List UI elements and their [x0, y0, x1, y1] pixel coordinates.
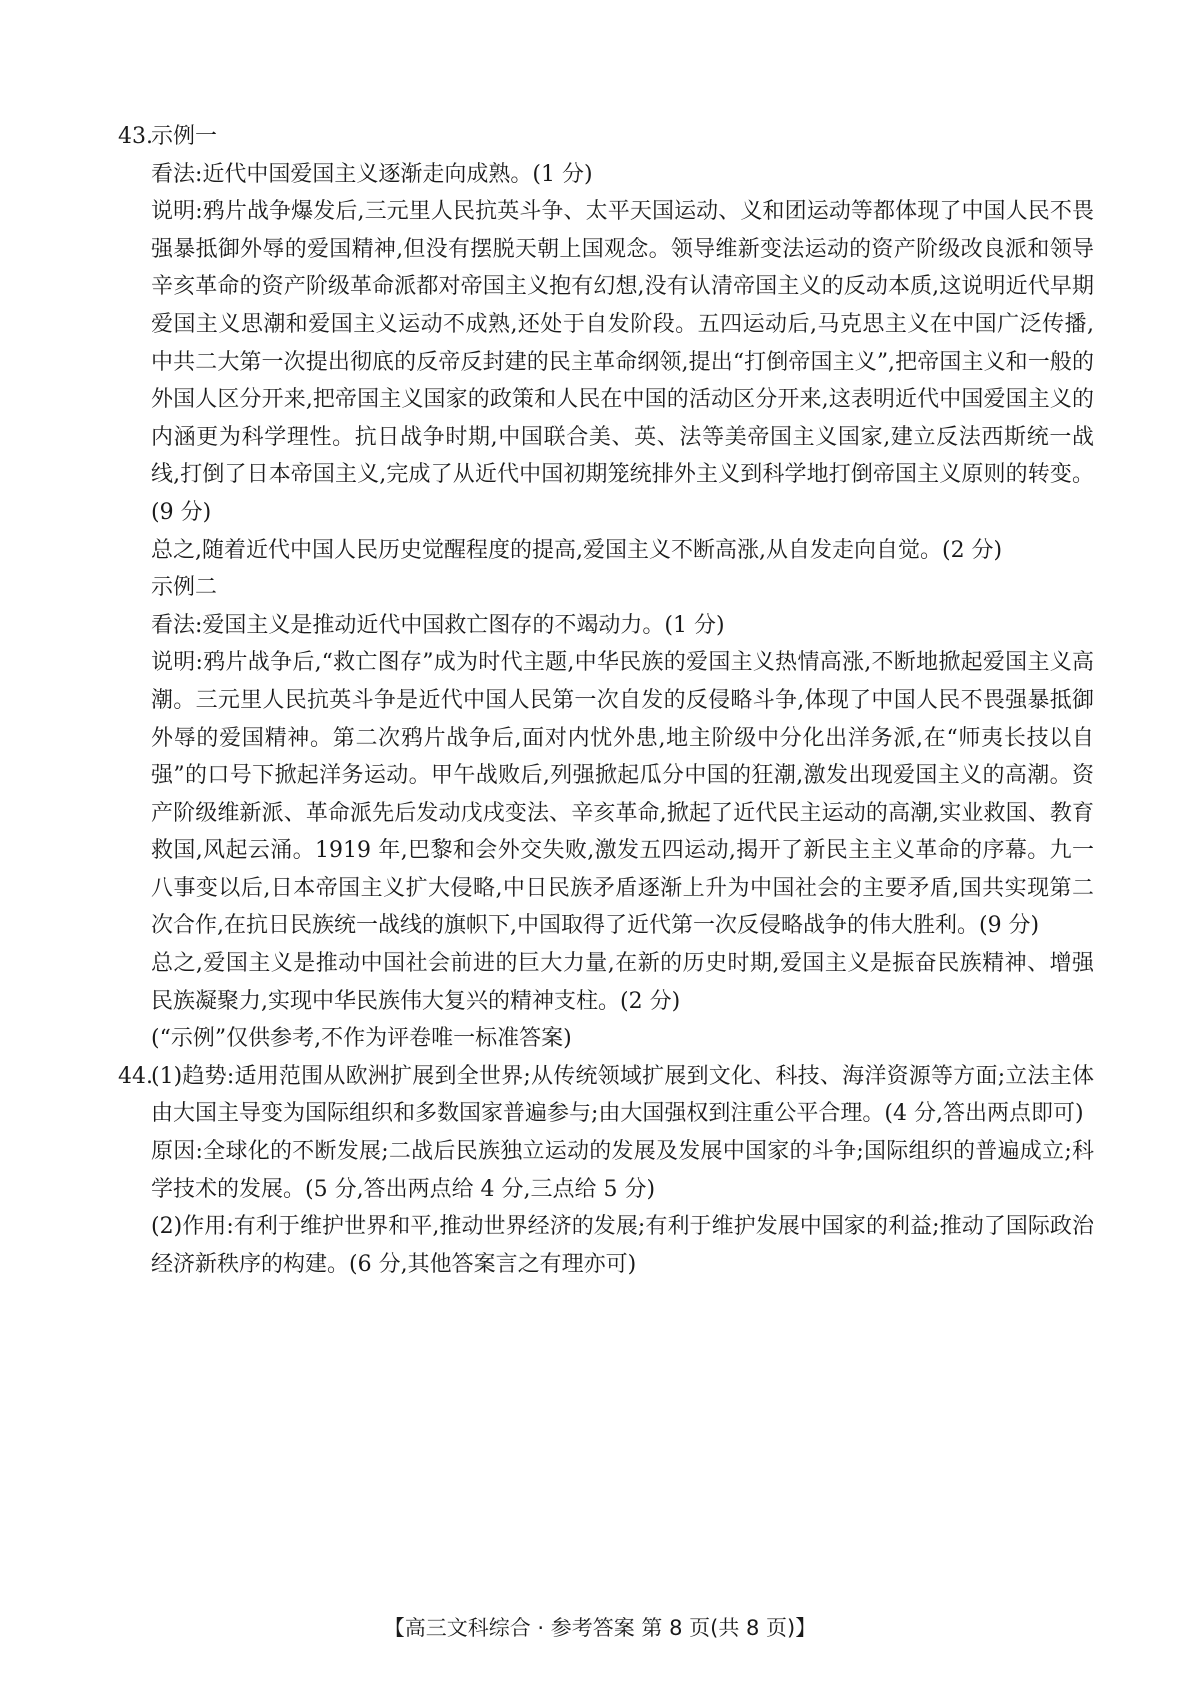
example-title: 示例二: [151, 575, 218, 601]
question-number: 44.: [118, 1063, 153, 1089]
example2-view: 看法:爱国主义是推动近代中国救亡图存的不竭动力。(1 分): [151, 612, 725, 638]
example2-summary: 总之,爱国主义是推动中国社会前进的巨大力量,在新的历史时期,爱国主义是振奋民族精神、增强民族凝聚力,实现中华民族伟大复兴的精神支柱。(2 分): [151, 951, 1094, 1014]
q44-trend: (1)趋势:适用范围从欧洲扩展到全世界;从传统领域扩展到文化、科技、海洋资源等方面;立法主体由大国主导变为国际组织和多数国家普遍参与;由大国强权到注重公平合理。(4 分,答出两点即可): [151, 1063, 1094, 1127]
page-footer: 【高三文科综合 · 参考答案 第 8 页(共 8 页)】: [383, 1616, 817, 1640]
q44-effect: (2)作用:有利于维护世界和平,推动世界经济的发展;有利于维护发展中国家的利益;推动了国际政治经济新秩序的构建。(6 分,其他答案言之有理亦可): [151, 1214, 1094, 1277]
answer-content: [118, 118, 1094, 1283]
example-note: (“示例”仅供参考,不作为评卷唯一标准答案): [151, 1026, 572, 1052]
question-number: 43.: [118, 124, 153, 149]
example1-explain: 说明:鸦片战争爆发后,三元里人民抗英斗争、太平天国运动、义和团运动等都体现了中国人民不畏强暴抵御外辱的爱国精神,但没有摆脱天朝上国观念。领导维新变法运动的资产阶级改良派和领导辛亥革命的资产阶级革命派都对帝国主义抱有幻想,没有认清帝国主义的反动本质,这说明近代早期爱国主义思潮和爱国主义运动不成熟,还处于自发阶段。五四运动后,马克思主义在中国广泛传播,中共二大第一次提出彻底的反帝反封建的民主革命纲领,提出“打倒帝国主义”,把帝国主义和一般的外国人区分开来,把帝国主义国家的政策和人民在中国的活动区分开来,这表明近代中国爱国主义的内涵更为科学理性。抗日战争时期,中国联合美、英、法等美帝国主义国家,建立反法西斯统一战线,打倒了日本帝国主义,完成了从近代中国初期笼统排外主义到科学地打倒帝国主义原则的转变。(9 分): [151, 199, 1094, 525]
question-43: [118, 118, 1094, 156]
example1-summary: 总之,随着近代中国人民历史觉醒程度的提高,爱国主义不断高涨,从自发走向自觉。(2 分): [151, 537, 1003, 563]
example1-view: 看法:近代中国爱国主义逐渐走向成熟。(1 分): [151, 161, 593, 187]
example2-explain: 说明:鸦片战争后,“救亡图存”成为时代主题,中华民族的爱国主义热情高涨,不断地掀起爱国主义高潮。三元里人民抗英斗争是近代中国人民第一次自发的反侵略斗争,体现了中国人民不畏强暴抵御外辱的爱国精神。第二次鸦片战争后,面对内忧外患,地主阶级中分化出洋务派,在“师夷长技以自强”的口号下掀起洋务运动。甲午战败后,列强掀起瓜分中国的狂潮,激发出现爱国主义的高潮。资产阶级维新派、革命派先后发动戊戌变法、辛亥革命,掀起了近代民主运动的高潮,实业救国、教育救国,风起云涌。1919 年,巴黎和会外交失败,激发五四运动,揭开了新民主主义革命的序幕。九一八事变以后,日本帝国主义扩大侵略,中日民族矛盾逐渐上升为中国社会的主要矛盾,国共实现第二次合作,在抗日民族统一战线的旗帜下,中国取得了近代第一次反侵略战争的伟大胜利。(9 分): [151, 650, 1094, 939]
question-44: [118, 1058, 1094, 1133]
q44-reason: 原因:全球化的不断发展;二战后民族独立运动的发展及发展中国家的斗争;国际组织的普遍成立;科学技术的发展。(5 分,答出两点给 4 分,三点给 5 分): [151, 1139, 1094, 1202]
example-title: 示例一: [151, 124, 218, 149]
